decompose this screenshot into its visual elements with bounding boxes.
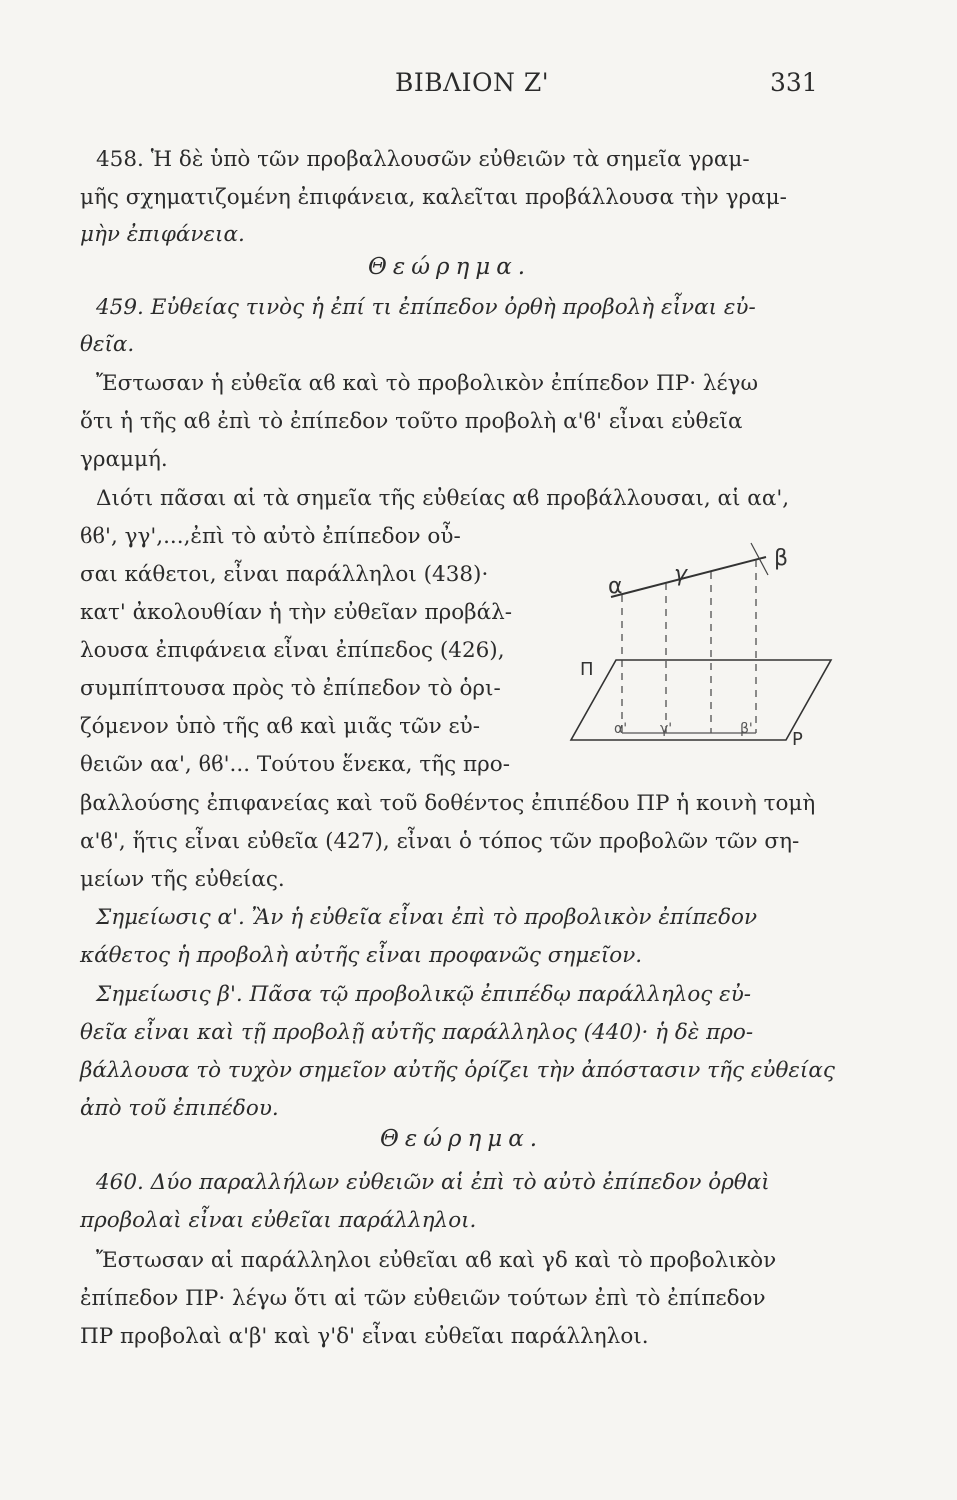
running-title: ΒΙΒΛΙΟΝ Ζ'	[395, 68, 550, 97]
s459-line-3: Ἔστωσαν ἡ εὐθεῖα αϐ καὶ τὸ προβολικὸν ἐπίπεδον ΠΡ· λέγω	[96, 371, 759, 396]
note-2-line-4: ἀπὸ τοῦ ἐπιπέδου.	[80, 1096, 279, 1121]
s459-line-10: λουσα ἐπιφάνεια εἶναι ἐπίπεδος (426),	[80, 638, 505, 663]
s459-line-1: 459. Εὐθείας τινὸς ἡ ἐπί τι ἐπίπεδον ὀρθὴ προβολὴ εἶναι εὐ-	[96, 295, 756, 320]
projection-plane	[571, 660, 831, 740]
s459-line-15: α'ϐ', ἥτις εἶναι εὐθεῖα (427), εἶναι ὁ τόπος τῶν προβολῶν τῶν ση-	[80, 829, 800, 854]
s460-line-1: 460. Δύο παραλλήλων εὐθειῶν αἱ ἐπὶ τὸ αὐτὸ ἐπίπεδον ὀρθαὶ	[96, 1170, 770, 1195]
s459-line-9: κατ' ἀκολουθίαν ἡ τὴν εὐθεῖαν προβάλ-	[80, 600, 513, 625]
projection-figure	[556, 525, 836, 780]
fig-label-pi: Π	[580, 659, 594, 680]
s459-line-2: θεῖα.	[80, 332, 135, 357]
page-number: 331	[770, 68, 818, 97]
fig-label-alpha: α	[608, 574, 623, 599]
s460-line-3: Ἔστωσαν αἱ παράλληλοι εὐθεῖαι αϐ καὶ γδ καὶ τὸ προβολικὸν	[96, 1248, 777, 1273]
note-2-line-3: βάλλουσα τὸ τυχὸν σημεῖον αὐτῆς ὁρίζει τὴν ἀπόστασιν τῆς εὐθείας	[80, 1058, 835, 1083]
s458-line-2: μῆς σχηματιζομένη ἐπιφάνεια, καλεῖται προβάλλουσα τὴν γραμ-	[80, 185, 787, 210]
s460-line-5: ΠΡ προβολαὶ α'β' καὶ γ'δ' εἶναι εὐθεῖαι παράλληλοι.	[80, 1324, 649, 1349]
theorem-heading-1: Θεώρημα.	[368, 254, 532, 280]
fig-label-gamma: γ	[674, 562, 688, 587]
fig-label-beta: β	[774, 546, 789, 571]
note-1-line-2: κάθετος ἡ προβολὴ αὐτῆς εἶναι προφανῶς σημεῖον.	[80, 943, 643, 968]
s459-line-8: σαι κάθετοι, εἶναι παράλληλοι (438)·	[80, 562, 489, 587]
line-alpha-beta	[611, 557, 766, 597]
fig-label-gamma-prime: γ'	[660, 721, 673, 737]
s460-line-2: προβολαὶ εἶναι εὐθεῖαι παράλληλοι.	[80, 1208, 477, 1233]
s459-line-14: βαλλούσης ἐπιφανείας καὶ τοῦ δοθέντος ἐπιπέδου ΠΡ ἡ κοινὴ τομὴ	[80, 791, 816, 816]
note-2-line-1: Σημείωσις β'. Πᾶσα τῷ προβολικῷ ἐπιπέδῳ παράλληλος εὐ-	[96, 982, 752, 1007]
note-1-line-1: Σημείωσις α'. Ἂν ἡ εὐθεῖα εἶναι ἐπὶ τὸ προβολικὸν ἐπίπεδον	[96, 905, 758, 930]
s459-line-13: θειῶν αα', ϐϐ'... Τούτου ἕνεκα, τῆς προ-	[80, 752, 510, 777]
note-2-line-2: θεῖα εἶναι καὶ τῇ προβολῇ αὐτῆς παράλληλος (440)· ἡ δὲ προ-	[80, 1020, 754, 1045]
s459-line-7: ϐϐ', γγ',...,ἐπὶ τὸ αὐτὸ ἐπίπεδον οὖ-	[80, 524, 461, 549]
s459-line-12: ζόμενον ὑπὸ τῆς αϐ καὶ μιᾶς τῶν εὐ-	[80, 714, 480, 739]
s459-line-6: Διότι πᾶσαι αἱ τὰ σημεῖα τῆς εὐθείας αϐ προβάλλουσαι, αἱ αα',	[96, 486, 790, 511]
theorem-heading-2: Θεώρημα.	[380, 1126, 544, 1152]
s459-line-11: συμπίπτουσα πρὸς τὸ ἐπίπεδον τὸ ὁρι-	[80, 676, 501, 701]
line-extension-mark	[751, 543, 768, 575]
page-header	[0, 68, 957, 108]
s459-line-5: γραμμή.	[80, 447, 168, 472]
s458-line-1: 458. Ἡ δὲ ὑπὸ τῶν προβαλλουσῶν εὐθειῶν τὰ σημεῖα γραμ-	[96, 147, 750, 172]
fig-label-alpha-prime: α'	[614, 721, 628, 737]
s459-line-16: μείων τῆς εὐθείας.	[80, 867, 285, 892]
fig-label-rho: Ρ	[792, 729, 803, 750]
s459-line-4: ὅτι ἡ τῆς αϐ ἐπὶ τὸ ἐπίπεδον τοῦτο προβολὴ α'ϐ' εἶναι εὐθεῖα	[80, 409, 743, 434]
s458-line-3: μὴν ἐπιφάνεια.	[80, 222, 245, 247]
s460-line-4: ἐπίπεδον ΠΡ· λέγω ὅτι αἱ τῶν εὐθειῶν τούτων ἐπὶ τὸ ἐπίπεδον	[80, 1286, 766, 1311]
fig-label-beta-prime: β'	[740, 721, 753, 737]
